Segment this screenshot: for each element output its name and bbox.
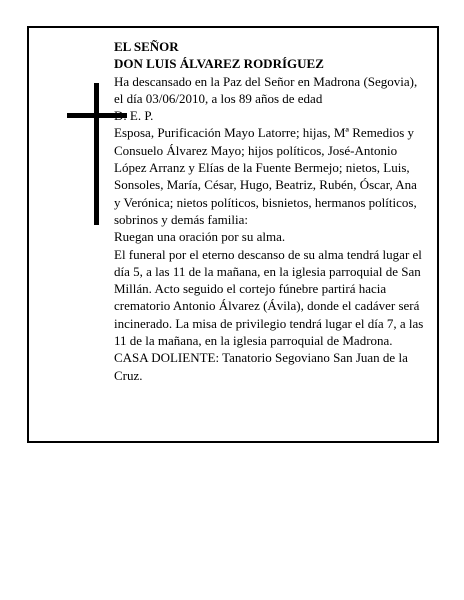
obituary-text [114,38,424,384]
prayer-request: Ruegan una oración por su alma. [114,229,286,245]
cross-vertical-bar [94,83,99,225]
rip-line: D. E. P. [114,108,154,124]
deceased-name: DON LUIS ÁLVAREZ RODRÍGUEZ [114,56,324,72]
funeral-details: El funeral por el eterno descanso de su alma tendrá lugar el día 5, a las 11 de la mañana, en la iglesia parroquial de San Millán. Acto seguido el cortejo fúnebre partirá hacia crematorio Antonio Álvarez (Ávila), donde el cadáver será incinerado. La misa de privilegio tendrá lugar el día 7, a las 11 de la mañana, en la iglesia parroquial de Madrona. [114,246,424,349]
notice-title: EL SEÑOR [114,39,179,54]
death-statement: Ha descansado en la Paz del Señor en Madrona (Segovia), el día 03/06/2010, a los 89 años de edad [114,73,418,106]
mourning-house: CASA DOLIENTE: Tanatorio Segoviano San Juan de la Cruz. [114,350,408,383]
family-list: Esposa, Purificación Mayo Latorre; hijas, Mª Remedios y Consuelo Álvarez Mayo; hijos políticos, José-Antonio López Arranz y Elías de la Fuente Bermejo; nietos, Luis, Sonsoles, María, César, Hugo, Beatriz, Rubén, Óscar, Ana y Verónica; nietos políticos, bisnietos, hermanos políticos, sobrinos y demás familia: [114,125,417,227]
